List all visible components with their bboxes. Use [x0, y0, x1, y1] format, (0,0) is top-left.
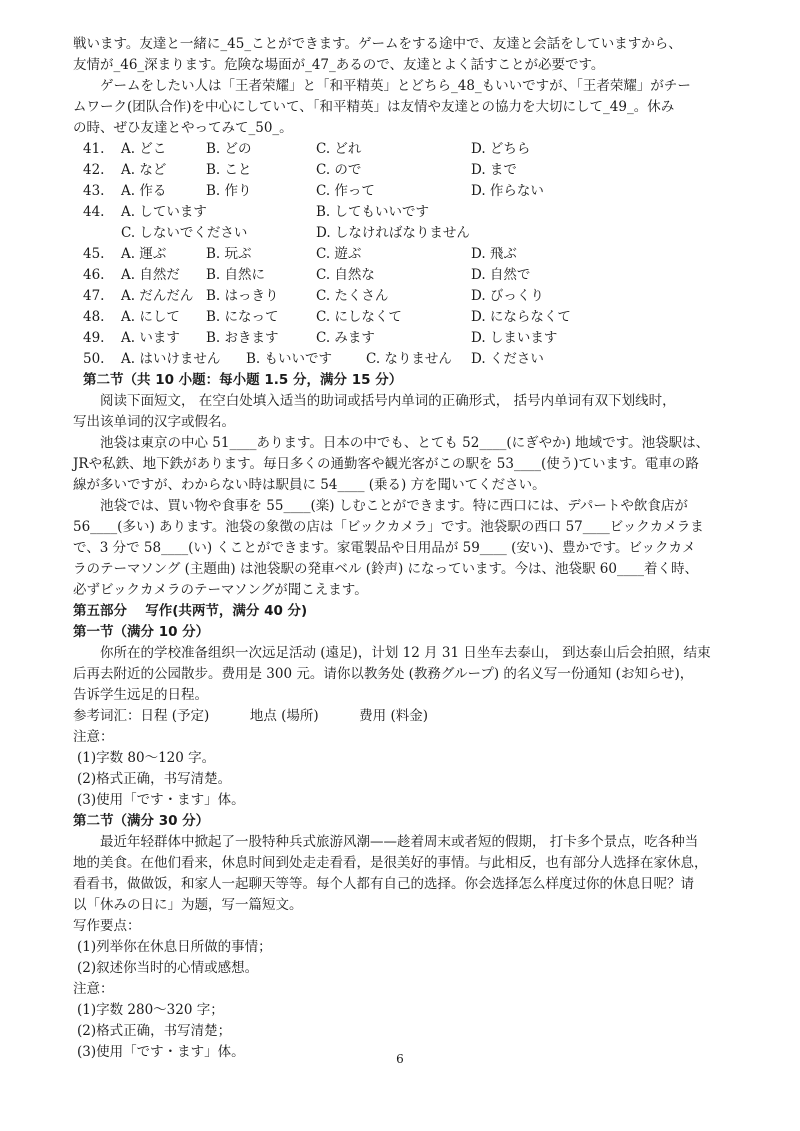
- note-item: (3)使用「です・ます」体。: [77, 792, 245, 808]
- passage-line: 56____(多い) あります。池袋の象徴の店は「ビックカメラ」です。池袋駅の西口 57____ビックカメラま: [73, 519, 704, 535]
- exam-page: [73, 34, 733, 1063]
- requirement-item: (2)叙述你当时的心情或感想。: [77, 960, 259, 976]
- option-row: [83, 181, 733, 202]
- option-row: [83, 160, 733, 181]
- option-row: [83, 349, 733, 370]
- option-c: C. 自然な: [316, 267, 375, 283]
- option-a: A. にして: [121, 309, 180, 325]
- note-item: (1)字数 280～320 字；: [77, 1002, 224, 1018]
- option-b: B. 作り: [206, 183, 252, 199]
- option-b: B. どの: [206, 141, 252, 157]
- option-d: D. ください: [471, 351, 544, 367]
- prompt-line: 以「休みの日に」为题，写一篇短文。: [73, 897, 303, 913]
- option-b: B. こと: [206, 162, 252, 178]
- part5-title: 第五部分 写作(共两节，满分 40 分): [73, 603, 308, 619]
- passage-line: 池袋は東京の中心 51____あります。日本の中でも、とても 52____(にぎやか) 地域です。池袋駅は、: [100, 435, 710, 451]
- option-a: A. どこ: [121, 141, 167, 157]
- option-d: D. 自然で: [471, 267, 531, 283]
- requirements-label: 写作要点：: [73, 918, 141, 934]
- option-a: A. 作る: [121, 183, 167, 199]
- option-c: C. ので: [316, 162, 362, 178]
- question-number: 44.: [83, 204, 105, 220]
- option-b: B. 玩ぶ: [206, 246, 252, 262]
- passage-line: 線が多いですが、わからない時は駅員に 54____ (乗る) 方を聞いてください。: [73, 477, 546, 493]
- option-c: C. どれ: [316, 141, 362, 157]
- passage-line: で、3 分で 58____(い) くことができます。家電製品や日用品が 59____ (安い)、豊かです。ビックカメ: [73, 540, 696, 556]
- prompt-line: 告诉学生远足的日程。: [73, 687, 208, 703]
- prompt-line: 你所在的学校准备组织一次远足活动 (遠足)，计划 12 月 31 日坐车去泰山， 到达泰山后会拍照，结束: [100, 645, 711, 661]
- option-d: D. びっくり: [471, 288, 544, 304]
- question-number: 49.: [83, 330, 105, 346]
- question-number: 45.: [83, 246, 105, 262]
- option-d: D. 作らない: [471, 183, 544, 199]
- section2-title: 第二节（共 10 小题：每小题 1.5 分，满分 15 分）: [83, 372, 403, 388]
- question-number: [83, 223, 121, 244]
- option-d: [536, 223, 656, 244]
- note-item: (3)使用「です・ます」体。: [77, 1044, 245, 1060]
- question-number: 50.: [83, 351, 105, 367]
- writing-section1-title: 第一节（满分 10 分）: [73, 624, 210, 640]
- option-c: B. してもいいです: [316, 204, 430, 220]
- option-b: B. おきます: [206, 330, 279, 346]
- answer-options: [83, 139, 733, 370]
- page-number: 6: [396, 1052, 404, 1066]
- passage-line: 必ずビックカメラのテーマソングが聞こえます。: [73, 582, 368, 598]
- cloze-passage: [73, 433, 733, 601]
- option-row: [83, 307, 733, 328]
- option-row: [83, 244, 733, 265]
- option-c: C. たくさん: [316, 288, 389, 304]
- option-d: D. 飛ぶ: [471, 246, 517, 262]
- option-c: C. しないでください: [121, 225, 248, 241]
- option-d: D. しなければなりません: [316, 225, 470, 241]
- option-c: C. 作って: [316, 183, 375, 199]
- prompt-line: 最近年轻群体中掀起了一股特种兵式旅游风潮——趁着周末或者短的假期， 打卡多个景点，吃各种当: [100, 834, 699, 850]
- option-d: [536, 202, 656, 223]
- requirement-item: (1)列举你在休息日所做的事情；: [77, 939, 272, 955]
- option-row: [83, 286, 733, 307]
- option-b: B. になって: [206, 309, 279, 325]
- option-row: [83, 223, 733, 244]
- option-c: C. なりません: [366, 351, 452, 367]
- passage-line: ラのテーマソング (主題曲) は池袋駅の発車ベル (鈴声) になっています。今は、池袋駅 60____着く時、: [73, 561, 698, 577]
- option-b: B. 自然に: [206, 267, 266, 283]
- option-a: A. など: [121, 162, 167, 178]
- reading-line: 友情が_46_深まります。危険な場面が_47_あるので、友達とよく話すことが必要です。: [73, 57, 605, 73]
- option-d: D. まで: [471, 162, 517, 178]
- option-d: D. にならなくて: [471, 309, 571, 325]
- prompt-line: 看看书，做做饭，和家人一起聊天等等。每个人都有自己的选择。你会选择怎么样度过你的休息日呢？请: [73, 876, 694, 892]
- reading-line: の時、ぜひ友達とやってみて_50_。: [73, 120, 293, 136]
- option-row: [83, 202, 733, 223]
- reading-line: 戦います。友達と一緒に_45_ことができます。ゲームをする途中で、友達と会話をしていますから、: [73, 36, 682, 52]
- note-label: 注意：: [73, 729, 114, 745]
- option-c: C. にしなくて: [316, 309, 402, 325]
- question-number: 47.: [83, 288, 105, 304]
- section2-instruction: 写出该单词的汉字或假名。: [73, 414, 235, 430]
- reading-line: ゲームをしたい人は「王者荣耀」と「和平精英」とどちら_48_もいいですが、「王者荣耀」がチー: [100, 78, 691, 94]
- vocab-hint: 参考词汇：日程 (予定) 地点 (場所) 费用 (料金): [73, 708, 428, 724]
- prompt-line: 地的美食。在他们看来，休息时间到处走走看看，是很美好的事情。与此相反，也有部分人选择在家休息，: [73, 855, 708, 871]
- note-item: (2)格式正确，书写清楚；: [77, 1023, 232, 1039]
- option-c: C. みます: [316, 330, 375, 346]
- section2-instruction: 阅读下面短文， 在空白处填入适当的助词或括号内单词的正确形式， 括号内单词有双下划线时，: [100, 393, 676, 409]
- prompt-line: 后再去附近的公园散步。费用是 300 元。请你以教务处 (教務グループ) 的名义写一份通知 (お知らせ)，: [73, 666, 694, 682]
- question-number: 43.: [83, 183, 105, 199]
- option-b: B. もいいです: [246, 351, 333, 367]
- option-a: A. しています: [121, 204, 207, 220]
- option-c: C. 遊ぶ: [316, 246, 362, 262]
- option-a: A. 自然だ: [121, 267, 180, 283]
- question-number: 41.: [83, 141, 105, 157]
- option-b: B. はっきり: [206, 288, 279, 304]
- reading-passage: [73, 34, 733, 139]
- option-a: A. います: [121, 330, 180, 346]
- option-row: [83, 139, 733, 160]
- option-d: D. しまいます: [471, 330, 558, 346]
- option-row: [83, 328, 733, 349]
- option-a: A. 運ぶ: [121, 246, 167, 262]
- writing-section2-title: 第二节（满分 30 分）: [73, 813, 210, 829]
- note-label: 注意：: [73, 981, 114, 997]
- reading-line: ムワーク(团队合作)を中心にしていて、「和平精英」は友情や友達との協力を大切にして_49_。休み: [73, 99, 675, 115]
- note-item: (2)格式正确，书写清楚。: [77, 771, 232, 787]
- note-item: (1)字数 80～120 字。: [77, 750, 216, 766]
- option-row: [83, 265, 733, 286]
- question-number: 42.: [83, 162, 105, 178]
- option-d: D. どちら: [471, 141, 531, 157]
- question-number: 46.: [83, 267, 105, 283]
- passage-line: 池袋では、買い物や食事を 55____(楽) しむことができます。特に西口には、デパートや飲食店が: [100, 498, 688, 514]
- passage-line: JRや私鉄、地下鉄があります。毎日多くの通勤客や観光客がこの駅を 53____(使う)ています。電車の路: [73, 456, 699, 472]
- option-a: A. だんだん: [121, 288, 194, 304]
- option-a: A. はいけません: [121, 351, 221, 367]
- question-number: 48.: [83, 309, 105, 325]
